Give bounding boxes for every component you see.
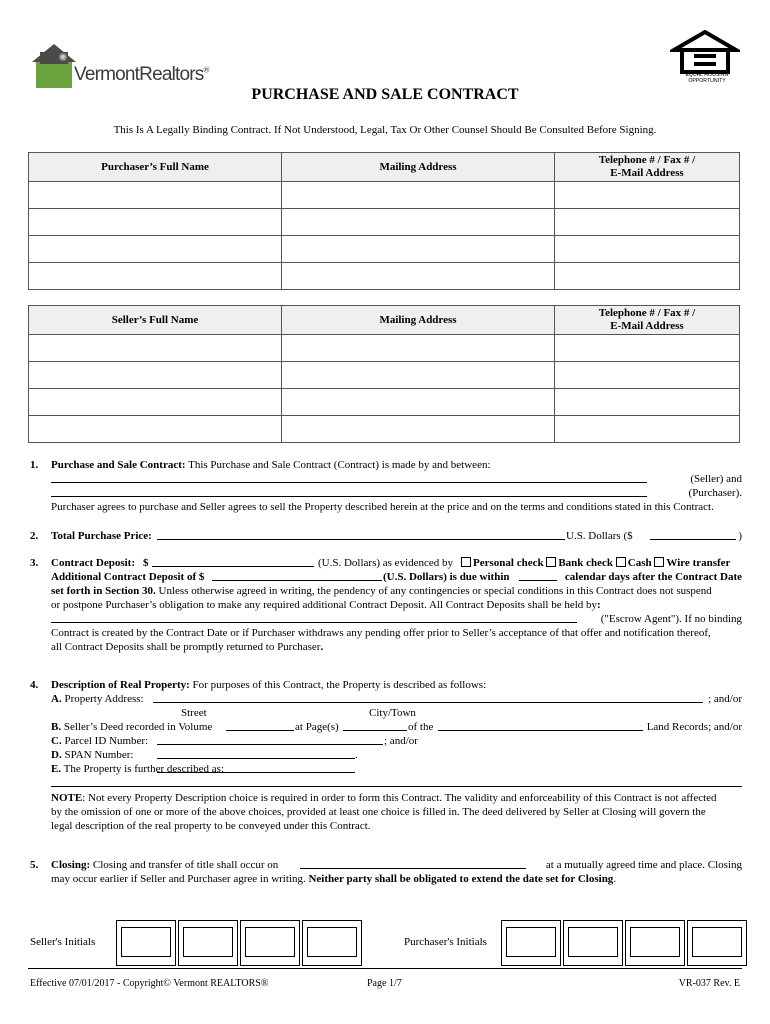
deposit-amount-field[interactable] — [152, 556, 314, 567]
seller-contact-cell[interactable] — [555, 362, 740, 389]
seller-row — [29, 362, 740, 389]
closing-extension-text: Neither party shall be obligated to extend the date set for Closing — [308, 873, 614, 885]
purchaser-row — [29, 209, 740, 236]
further-description-field[interactable] — [157, 762, 355, 773]
seller-initials-box[interactable] — [302, 920, 362, 966]
personal-check-checkbox[interactable] — [461, 557, 471, 567]
purchaser-initials-label: Purchaser's Initials — [404, 936, 487, 948]
seller-contact-cell[interactable] — [555, 335, 740, 362]
property-address-field[interactable] — [153, 692, 703, 703]
section-heading: Purchase and Sale Contract: — [51, 459, 186, 471]
section-heading: Description of Real Property: — [51, 679, 190, 691]
cash-label: Cash — [627, 557, 652, 569]
section-30-ref: set forth in Section 30. — [51, 585, 156, 597]
seller-address-cell[interactable] — [282, 362, 555, 389]
purchase-price-field[interactable] — [650, 529, 736, 540]
purchaser-initials-box[interactable] — [687, 920, 747, 966]
footer-divider — [28, 968, 742, 969]
land-records-town-field[interactable] — [438, 720, 643, 731]
seller-table — [28, 305, 740, 443]
personal-check-label: Personal check — [473, 557, 544, 569]
seller-suffix: (Seller) and — [690, 473, 742, 485]
purchaser-name-header: Purchaser’s Full Name — [29, 153, 282, 182]
usd-label: U.S. Dollars ($ — [566, 530, 633, 542]
street-caption: Street — [181, 707, 207, 719]
dollar-sign: $ — [143, 557, 149, 569]
parcel-id-field[interactable] — [157, 734, 383, 745]
additional-deposit-label: Additional Contract Deposit of $ — [51, 571, 205, 583]
deposit-text-line4: or postpone Purchaser’s obligation to make any required additional Contract Deposit. All Contract Deposits shall be held by — [51, 599, 598, 611]
section-text: This Purchase and Sale Contract (Contract) is made by and between: — [185, 459, 491, 471]
deed-page-field[interactable] — [343, 720, 407, 731]
deposit-text-line6: Contract is created by the Contract Date or if Purchaser withdraws any pending offer prior to Seller’s acceptance of that offer and notification thereof, — [51, 627, 711, 639]
page-label: at Page(s) — [295, 721, 339, 733]
calendar-days-text: calendar days after the Contract Date — [564, 571, 742, 583]
purchaser-name-cell[interactable] — [29, 236, 282, 263]
footer-copyright: Effective 07/01/2017 - Copyright© Vermont REALTORS® — [30, 978, 269, 989]
equal-housing-text: EQUAL HOUSING OPPORTUNITY — [685, 72, 729, 84]
seller-name-cell[interactable] — [29, 389, 282, 416]
section-number: 1. — [30, 459, 39, 471]
agreement-text: Purchaser agrees to purchase and Seller agrees to sell the Property described herein at the price and on the terms and conditions stated in this Contract. — [51, 501, 714, 513]
seller-address-header: Mailing Address — [282, 306, 555, 335]
purchaser-address-cell[interactable] — [282, 263, 555, 290]
further-description-line2[interactable] — [51, 776, 742, 787]
parcel-id-label: Parcel ID Number: — [64, 735, 149, 747]
seller-row — [29, 416, 740, 443]
seller-initials-box[interactable] — [116, 920, 176, 966]
purchaser-contact-cell[interactable] — [555, 236, 740, 263]
seller-initials-box[interactable] — [178, 920, 238, 966]
purchaser-suffix: (Purchaser). — [688, 487, 742, 499]
wire-transfer-checkbox[interactable] — [654, 557, 664, 567]
purchase-price-words-field[interactable] — [157, 529, 565, 540]
seller-name-cell[interactable] — [29, 416, 282, 443]
seller-name-cell[interactable] — [29, 335, 282, 362]
seller-row — [29, 389, 740, 416]
purchaser-name-cell[interactable] — [29, 263, 282, 290]
purchaser-initials-box[interactable] — [501, 920, 561, 966]
deposit-text-line7: all Contract Deposits shall be promptly returned to Purchaser — [51, 641, 321, 653]
purchaser-contact-header: Telephone # / Fax # / E-Mail Address — [555, 153, 740, 182]
purchaser-name-cell[interactable] — [29, 209, 282, 236]
seller-row — [29, 335, 740, 362]
purchaser-row — [29, 182, 740, 209]
further-description-label: The Property is further described as: — [63, 763, 225, 775]
section-heading: Closing: — [51, 859, 91, 871]
closing-text: Closing and transfer of title shall occur on — [90, 859, 279, 871]
deposit-text-line3: Unless otherwise agreed in writing, the pendency of any contingencies or special conditions in this Contract does not suspend — [155, 585, 712, 597]
purchaser-address-header: Mailing Address — [282, 153, 555, 182]
deed-volume-field[interactable] — [226, 720, 294, 731]
evidenced-text: (U.S. Dollars) as evidenced by — [318, 557, 454, 569]
bank-check-label: Bank check — [558, 557, 614, 569]
city-caption: City/Town — [369, 707, 416, 719]
seller-initials-label: Seller's Initials — [30, 936, 96, 948]
seller-initials-box[interactable] — [240, 920, 300, 966]
seller-contact-cell[interactable] — [555, 389, 740, 416]
due-days-field[interactable] — [519, 570, 557, 581]
purchaser-contact-cell[interactable] — [555, 209, 740, 236]
section-heading: Total Purchase Price: — [51, 530, 152, 542]
purchaser-table — [28, 152, 740, 290]
close-paren: ) — [738, 530, 742, 542]
logo-brand-text: VermontRealtors — [74, 64, 204, 85]
span-number-field[interactable] — [157, 748, 355, 759]
section-heading: Contract Deposit: — [51, 557, 136, 569]
section-number: 3. — [30, 557, 39, 569]
property-note: NOTE: Not every Property Description choice is required in order to form this Contract. The validity and enforceability of this Contract is not affected by the omission of one or more of the above choices, provided at least one choice is filled in. The deed delivered by Seller at Closing will govern the legal description of the real property to be conveyed under this Contract. — [51, 792, 717, 832]
purchaser-name-field[interactable] — [51, 486, 647, 497]
span-number-label: SPAN Number: — [64, 749, 134, 761]
purchaser-address-cell[interactable] — [282, 236, 555, 263]
purchaser-address-cell[interactable] — [282, 209, 555, 236]
seller-address-cell[interactable] — [282, 416, 555, 443]
of-label: of the — [408, 721, 434, 733]
bank-check-checkbox[interactable] — [546, 557, 556, 567]
seller-contact-cell[interactable] — [555, 416, 740, 443]
seller-name-header: Seller’s Full Name — [29, 306, 282, 335]
vermont-realtors-logo — [30, 42, 230, 92]
document-title: PURCHASE AND SALE CONTRACT — [251, 86, 519, 103]
seller-address-cell[interactable] — [282, 389, 555, 416]
footer-form-id: VR-037 Rev. E — [678, 978, 740, 989]
purchaser-initials-box[interactable] — [625, 920, 685, 966]
section-number: 4. — [30, 679, 39, 691]
property-address-label: Property Address: — [64, 693, 144, 705]
purchaser-row — [29, 236, 740, 263]
purchaser-address-cell[interactable] — [282, 182, 555, 209]
escrow-agent-field[interactable] — [51, 612, 577, 623]
deed-volume-label: Seller’s Deed recorded in Volume — [63, 721, 213, 733]
seller-address-cell[interactable] — [282, 335, 555, 362]
seller-name-cell[interactable] — [29, 362, 282, 389]
purchaser-contact-cell[interactable] — [555, 182, 740, 209]
due-within-text: (U.S. Dollars) is due within — [383, 571, 510, 583]
purchaser-contact-cell[interactable] — [555, 263, 740, 290]
section-number: 2. — [30, 530, 39, 542]
legal-warning: This Is A Legally Binding Contract. If Not Understood, Legal, Tax Or Other Counsel Should Be Consulted Before Signing. — [113, 124, 657, 136]
seller-contact-header: Telephone # / Fax # / E-Mail Address — [555, 306, 740, 335]
footer-page-number: Page 1/7 — [367, 978, 402, 989]
purchaser-row — [29, 263, 740, 290]
purchaser-name-cell[interactable] — [29, 182, 282, 209]
section-text: For purposes of this Contract, the Property is described as follows: — [189, 679, 487, 691]
cash-checkbox[interactable] — [616, 557, 626, 567]
additional-deposit-field[interactable] — [212, 570, 382, 581]
purchaser-initials-box[interactable] — [563, 920, 623, 966]
section-number: 5. — [30, 859, 39, 871]
closing-date-field[interactable] — [300, 858, 526, 869]
seller-name-field[interactable] — [51, 472, 647, 483]
logo-reg-mark: ® — [203, 65, 209, 75]
house-logo-icon — [30, 42, 80, 90]
wire-transfer-label: Wire transfer — [666, 557, 731, 569]
escrow-agent-text: ("Escrow Agent"). If no binding — [600, 613, 742, 625]
